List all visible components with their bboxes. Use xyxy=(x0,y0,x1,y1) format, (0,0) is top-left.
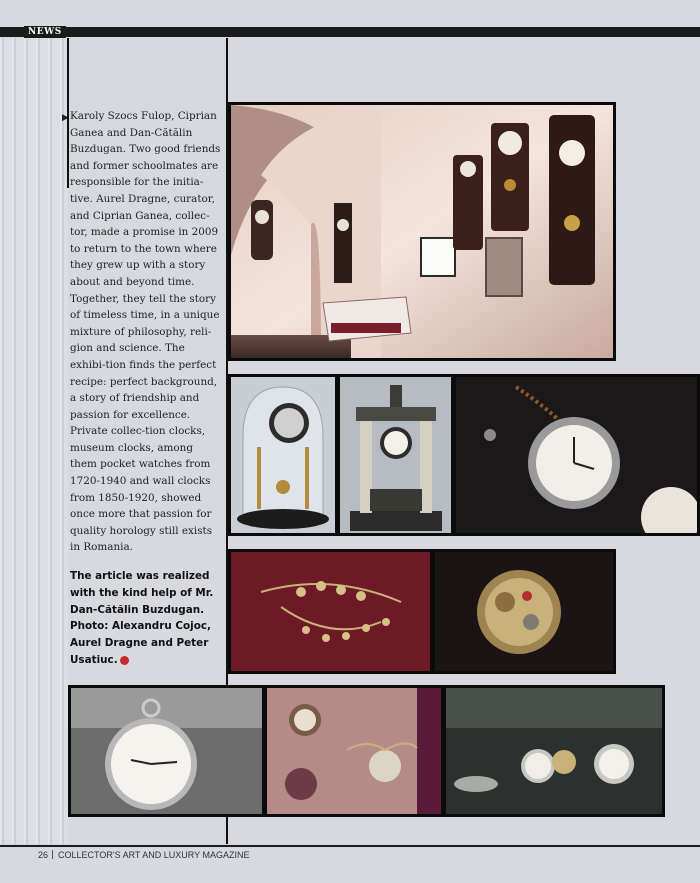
watch-movement-image xyxy=(435,552,613,671)
watches-glass-image xyxy=(446,688,662,814)
pocket-watch-image xyxy=(456,377,700,533)
magazine-name: COLLECTOR'S ART AND LUXURY MAGAZINE xyxy=(58,850,250,860)
header-bar xyxy=(0,27,700,37)
page-footer xyxy=(38,850,249,860)
article-body: Karoly Szocs Fulop, Ciprian Ganea and Dan-Cătălin Buzdugan. Two good friends and former schoolmates are responsible for the initia-tive. Aurel Dragne, curator, and Ciprian Ganea, collec-tor, made a promise in 2009 to return to the town where they grew up with a story about and beyond time. Together, they tell the story of timeless time, in a unique mixture of philosophy, reli-gion and science. The exhibi-tion finds the perfect recipe: perfect background, a story of friendship and passion for excellence. Private collec-tion clocks, museum clocks, among them pocket watches from 1720-1940 and wall clocks from 1850-1920, showed once more that passion for quality horology still exists in Romania. xyxy=(70,110,221,554)
footer-rule xyxy=(0,845,700,847)
exhibition-room-image xyxy=(231,105,613,358)
photo-pocket-watch xyxy=(453,374,700,536)
article-column xyxy=(62,108,222,669)
photo-watches-chain xyxy=(264,685,444,817)
watch-keys-image xyxy=(231,552,430,671)
article-credit: The article was realized with the kind help of Mr. Dan-Cătălin Buzdugan. Photo: Alexandru Cojoc, Aurel Dragne and Peter Usatiuc. xyxy=(70,570,214,667)
photo-dome-clock xyxy=(228,374,338,536)
section-tag: NEWS xyxy=(24,26,66,38)
watches-chain-image xyxy=(267,688,441,814)
photo-exhibition-room xyxy=(228,102,616,361)
large-pocket-watch-image xyxy=(71,688,262,814)
end-mark-icon xyxy=(120,656,129,665)
photo-large-pocket-watch xyxy=(68,685,265,817)
decorative-stripes xyxy=(0,38,68,844)
photo-watches-glass xyxy=(443,685,665,817)
photo-portico-clock xyxy=(337,374,454,536)
footer-separator xyxy=(52,850,53,859)
bullet-arrow-icon: ▶ xyxy=(62,113,69,123)
page-number: 26 xyxy=(38,850,49,860)
photo-watch-movement xyxy=(432,549,616,674)
photo-watch-keys xyxy=(228,549,433,674)
dome-clock-image xyxy=(231,377,335,533)
portico-clock-image xyxy=(340,377,451,533)
